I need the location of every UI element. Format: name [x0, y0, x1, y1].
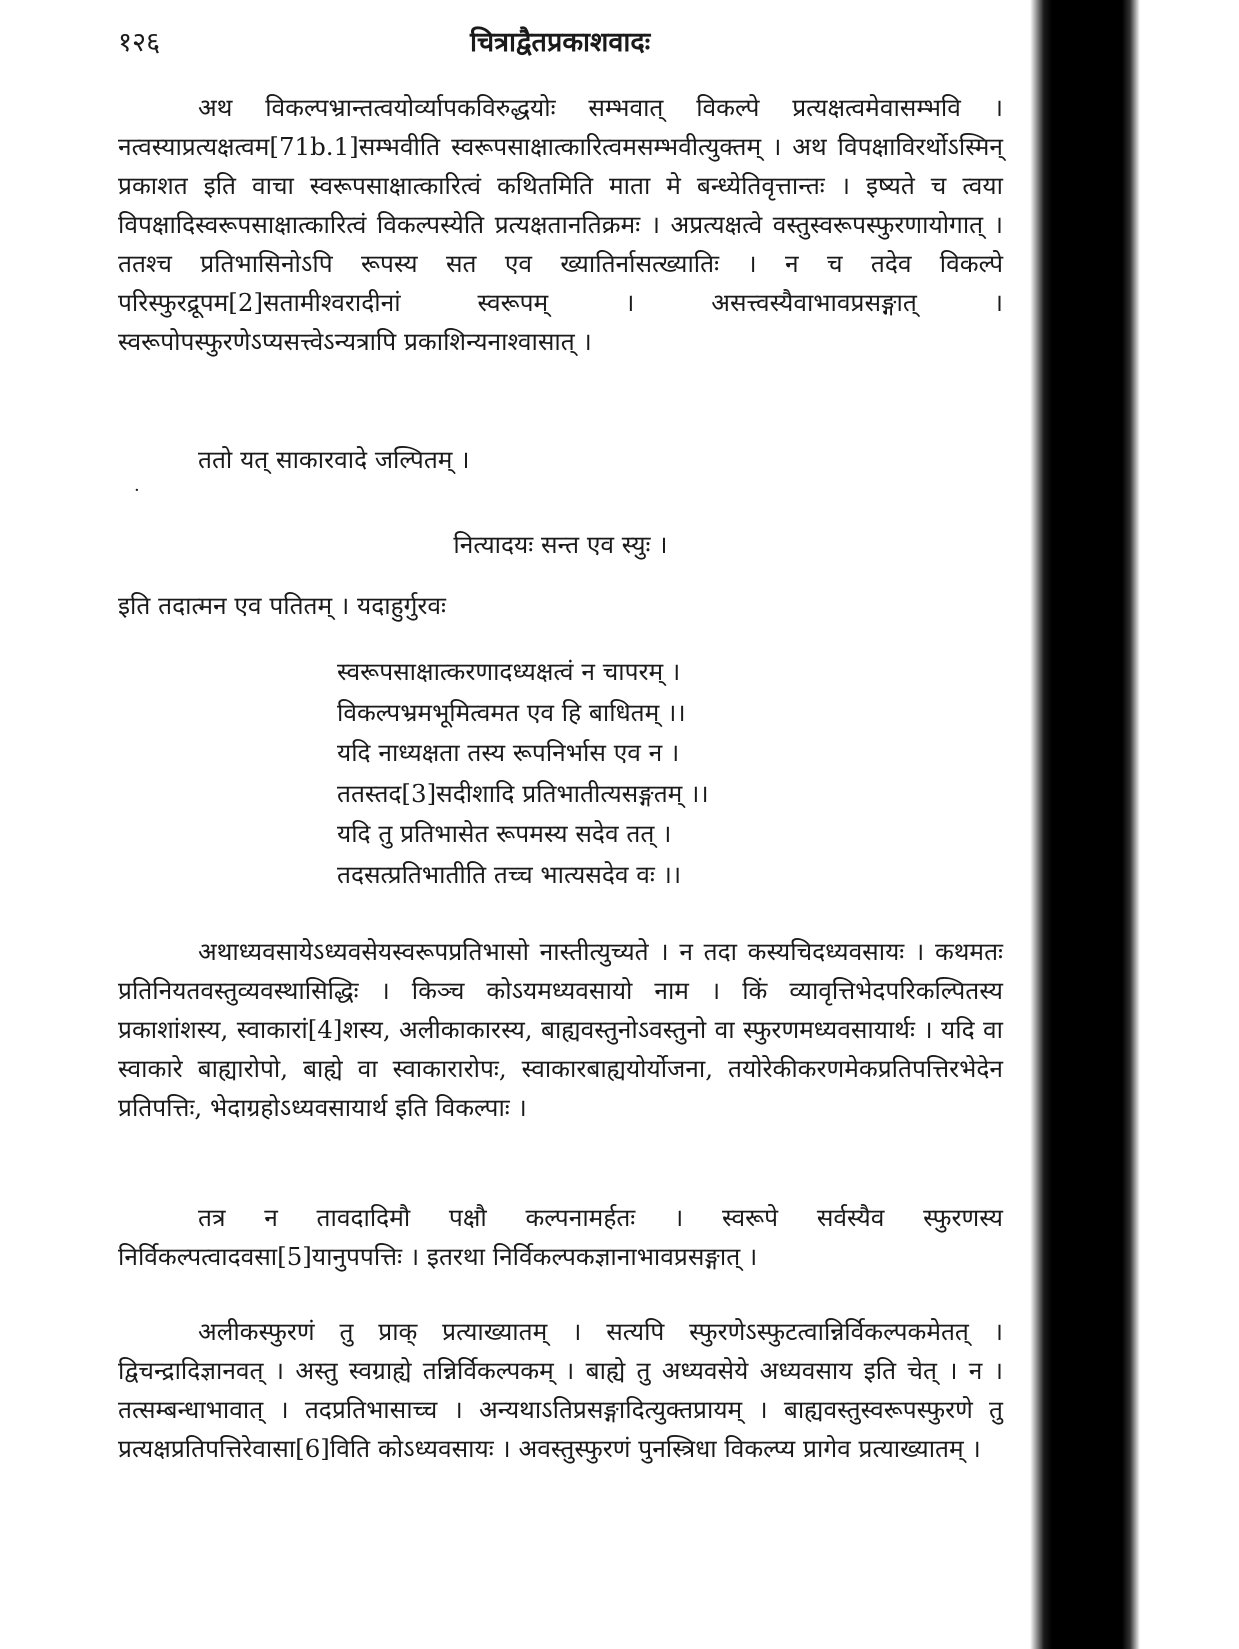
verse-line: तदसत्प्रतिभातीति तच्च भात्यसदेव वः ।।: [337, 859, 682, 889]
paragraph-3: इति तदात्मन एव पतितम् । यदाहुर्गुरवः: [118, 591, 446, 620]
page-number: १२६: [118, 27, 161, 58]
verse-line: यदि नाध्यक्षता तस्य रूपनिर्भास एव न ।: [337, 738, 680, 767]
running-title: चित्राद्वैतप्रकाशवादः: [470, 27, 651, 58]
verse-block: [337, 652, 709, 895]
stray-mark: ·: [134, 480, 140, 501]
paragraph-4: अथाध्यवसायेऽध्यवसेयस्वरूपप्रतिभासो नास्तीत्युच्यते । न तदा कस्यचिदध्यवसायः । कथमतः प्रतिनियतवस्तुव्यवस्थासिद्धिः । किञ्च कोऽयमध्यवसायो नाम । किं व्यावृत्तिभेदपरिकल्पितस्य प्रकाशांशस्य, स्वाकारां[4]शस्य, अलीकाकारस्य, बाह्यवस्तुनोऽवस्तुनो वा स्फुरणमध्यवसायार्थः । यदि वा स्वाकारे बाह्यारोपो, बाह्ये वा स्वाकारारोपः, स्वाकारबाह्ययोर्योजना, तयोरेकीकरणमेकप्रतिपत्तिरभेदेन प्रतिपत्तिः, भेदाग्रहोऽध्यवसायार्थ इति विकल्पाः ।: [118, 937, 1003, 1122]
quoted-line: नित्यादयः सन्त एव स्युः ।: [453, 530, 668, 559]
verse-line: ततस्तद[3]सदीशादि प्रतिभातीत्यसङ्गतम् ।।: [337, 778, 709, 808]
paragraph-1: अथ विकल्पभ्रान्तत्वयोर्व्यापकविरुद्धयोः सम्भवात् विकल्पे प्रत्यक्षत्वमेवासम्भवि । नत्वस्याप्रत्यक्षत्वम[71b.1]सम्भवीति स्वरूपसाक्षात्कारित्वमसम्भवीत्युक्तम् । अथ विपक्षाविरर्थोऽस्मिन् प्रकाशत इति वाचा स्वरूपसाक्षात्कारित्वं कथितमिति माता मे बन्ध्येतिवृत्तान्तः । इष्यते च त्वया विपक्षादिस्वरूपसाक्षात्कारित्वं विकल्पस्येति प्रत्यक्षतानतिक्रमः । अप्रत्यक्षत्वे वस्तुस्वरूपस्फुरणायोगात् । ततश्च प्रतिभासिनोऽपि रूपस्य सत एव ख्यातिर्नासत्ख्यातिः । न च तदेव विकल्पे परिस्फुरद्रूपम[2]सतामीश्वरादीनां स्वरूपम् । असत्त्वस्यैवाभावप्रसङ्गात् । स्वरूपोपस्फुरणेऽप्यसत्त्वेऽन्यत्रापि प्रकाशिन्यनाश्वासात् ।: [118, 93, 1003, 356]
paragraph-6: अलीकस्फुरणं तु प्राक् प्रत्याख्यातम् । सत्यपि स्फुरणेऽस्फुटत्वान्निर्विकल्पकमेतत् । द्विचन्द्रादिज्ञानवत् । अस्तु स्वग्राह्ये तन्निर्विकल्पकम् । बाह्ये तु अध्यवसेये अध्यवसाय इति चेत् । न । तत्सम्बन्धाभावात् । तदप्रतिभासाच्च । अन्यथाऽतिप्रसङ्गादित्युक्तप्रायम् । बाह्यवस्तुस्वरूपस्फुरणे तु प्रत्यक्षप्रतिपत्तिरेवासा[6]विति कोऽध्यवसायः । अवस्तुस्फुरणं पुनस्त्रिधा विकल्प्य प्रागेव प्रत्याख्यातम् ।: [118, 1317, 1003, 1463]
verse-line: स्वरूपसाक्षात्करणादध्यक्षत्वं न चापरम् ।: [337, 657, 681, 686]
scan-dark-margin: [1030, 0, 1239, 1649]
verse-line: विकल्पभ्रमभूमित्वमत एव हि बाधितम् ।।: [337, 697, 686, 727]
verse-line: यदि तु प्रतिभासेत रूपमस्य सदेव तत् ।: [337, 819, 672, 848]
paragraph-5: तत्र न तावदादिमौ पक्षौ कल्पनामर्हतः । स्वरूपे सर्वस्यैव स्फुरणस्य निर्विकल्पत्वादवसा[5]यानुपपत्तिः । इतरथा निर्विकल्पकज्ञानाभावप्रसङ्गात् ।: [118, 1203, 1003, 1271]
paragraph-2: ततो यत् साकारवादे जल्पितम् ।: [198, 445, 470, 474]
